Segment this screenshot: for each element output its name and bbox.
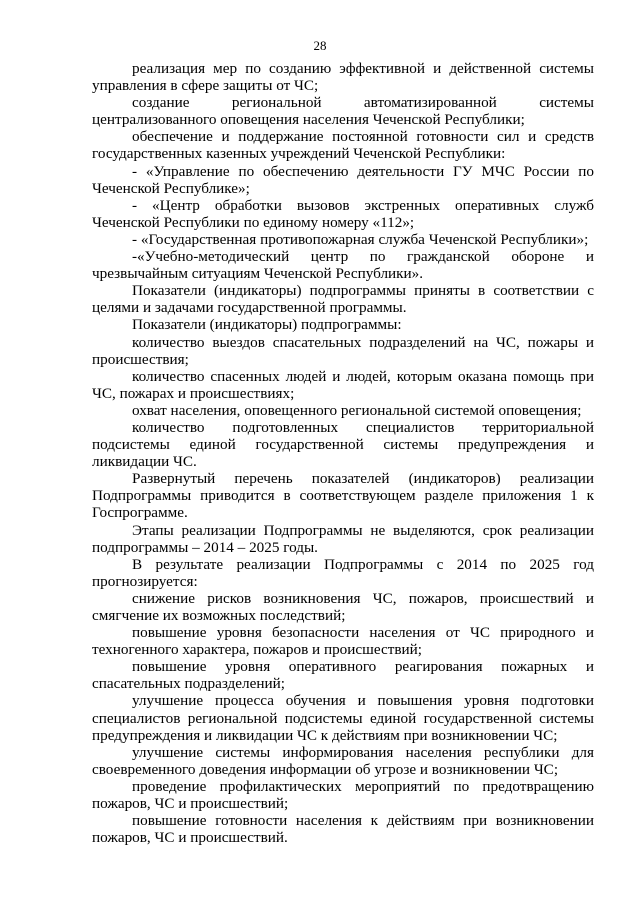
result-5: улучшение системы информирования населения республики для своевременного доведения информации об угрозе и возникновении ЧС;: [92, 743, 594, 778]
list-item-3: - «Государственная противопожарная служба Чеченской Республики»;: [132, 230, 589, 248]
result-2: повышение уровня безопасности населения от ЧС природного и техногенного характера, пожаров и происшествий;: [92, 624, 594, 659]
list-item-1: - «Управление по обеспечению деятельности ГУ МЧС России по Чеченской Республике»;: [92, 162, 594, 197]
indicator-1: количество выездов спасательных подразделений на ЧС, пожары и происшествия;: [92, 333, 594, 368]
result-6: проведение профилактических мероприятий по предотвращению пожаров, ЧС и происшествий;: [92, 777, 594, 813]
result-7: повышение готовности населения к действиям при возникновении пожаров, ЧС и происшествий.: [92, 812, 594, 847]
list-item-2: - «Центр обработки вызовов экстренных оперативных служб Чеченской Республики по единому номеру «112»;: [92, 196, 594, 231]
result-1: снижение рисков возникновения ЧС, пожаров, происшествий и смягчение их возможных последствий;: [92, 589, 594, 624]
paragraph-3: обеспечение и поддержание постоянной готовности сил и средств государственных казенных учреждений Чеченской Республики:: [92, 128, 594, 163]
paragraph-8: В результате реализации Подпрограммы с 2014 по 2025 год прогнозируется:: [92, 555, 594, 590]
document-body: [92, 60, 594, 846]
page-number: 28: [313, 38, 327, 53]
paragraph-1: реализация мер по созданию эффективной и действенной системы управления в сфере защиты от ЧС;: [92, 60, 594, 95]
list-item-4: -«Учебно-методический центр по гражданской обороне и чрезвычайным ситуациям Чеченской Республики».: [92, 248, 594, 283]
indicator-2: количество спасенных людей и людей, которым оказана помощь при ЧС, пожарах и происшествиях;: [92, 367, 594, 402]
paragraph-2: создание региональной автоматизированной системы централизованного оповещения населения Чеченской Республики;: [92, 94, 594, 129]
paragraph-6: Развернутый перечень показателей (индикаторов) реализации Подпрограммы приводится в соответствующем разделе приложения 1 к Госпрограмме.: [92, 470, 594, 522]
paragraph-4: Показатели (индикаторы) подпрограммы приняты в соответствии с целями и задачами государственной программы.: [92, 282, 594, 317]
paragraph-7: Этапы реализации Подпрограммы не выделяются, срок реализации подпрограммы – 2014 – 2025 годы.: [92, 521, 594, 556]
result-3: повышение уровня оперативного реагирования пожарных и спасательных подразделений;: [92, 658, 594, 693]
indicator-3: охват населения, оповещенного региональной системой оповещения;: [132, 401, 582, 419]
result-4: улучшение процесса обучения и повышения уровня подготовки специалистов региональной подсистемы единой государственной системы предупреждения и ликвидации ЧС к действиям при возникновении ЧС;: [92, 692, 594, 744]
paragraph-5: Показатели (индикаторы) подпрограммы:: [132, 316, 402, 334]
indicator-4: количество подготовленных специалистов территориальной подсистемы единой государственной системы предупреждения и ликвидации ЧС.: [92, 418, 594, 471]
